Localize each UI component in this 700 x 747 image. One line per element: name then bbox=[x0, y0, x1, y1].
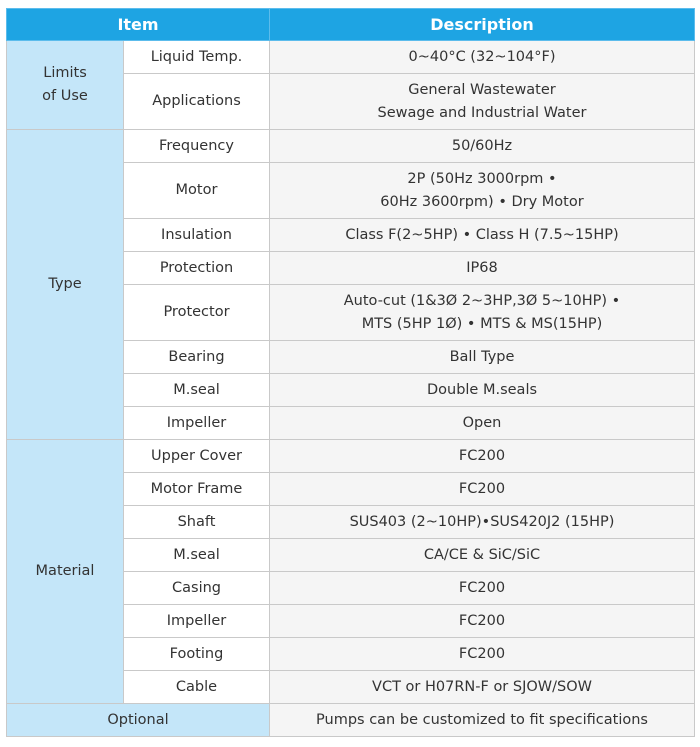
header-row bbox=[7, 9, 695, 41]
row-item: Shaft bbox=[124, 506, 270, 539]
row-desc: Ball Type bbox=[270, 341, 695, 374]
row-item: M.seal bbox=[124, 539, 270, 572]
row-desc bbox=[270, 74, 695, 130]
optional-row bbox=[7, 704, 695, 737]
optional-desc: Pumps can be customized to fit specifications bbox=[270, 704, 695, 737]
desc-line: MTS (5HP 1Ø) • MTS & MS(15HP) bbox=[361, 315, 603, 332]
row-item: Impeller bbox=[124, 605, 270, 638]
row-desc: 0~40°C (32~104°F) bbox=[270, 41, 695, 74]
row-item: Impeller bbox=[124, 407, 270, 440]
row-desc: 50/60Hz bbox=[270, 130, 695, 163]
row-item: Frequency bbox=[124, 130, 270, 163]
spec-body bbox=[7, 41, 695, 737]
table-row bbox=[7, 41, 695, 74]
row-item: Motor Frame bbox=[124, 473, 270, 506]
group-label-line: of Use bbox=[42, 88, 88, 104]
row-item: Applications bbox=[124, 74, 270, 130]
row-item: Bearing bbox=[124, 341, 270, 374]
header-description: Description bbox=[270, 9, 695, 41]
table-row bbox=[7, 440, 695, 473]
row-item: Footing bbox=[124, 638, 270, 671]
table-row bbox=[7, 130, 695, 163]
row-desc: Open bbox=[270, 407, 695, 440]
header-item: Item bbox=[7, 9, 270, 41]
desc-line: 2P (50Hz 3000rpm • bbox=[407, 170, 557, 187]
group-limits-of-use bbox=[7, 41, 124, 130]
desc-line: General Wastewater bbox=[408, 81, 556, 98]
row-item: Protection bbox=[124, 252, 270, 285]
row-desc bbox=[270, 163, 695, 219]
group-label-line: Limits bbox=[43, 65, 87, 81]
row-item: Upper Cover bbox=[124, 440, 270, 473]
row-item: M.seal bbox=[124, 374, 270, 407]
group-label-line: Material bbox=[35, 563, 95, 579]
row-desc: CA/CE & SiC/SiC bbox=[270, 539, 695, 572]
row-desc: VCT or H07RN-F or SJOW/SOW bbox=[270, 671, 695, 704]
group-label-line: Type bbox=[48, 276, 82, 292]
row-item: Protector bbox=[124, 285, 270, 341]
row-desc: Double M.seals bbox=[270, 374, 695, 407]
row-desc: SUS403 (2~10HP)•SUS420J2 (15HP) bbox=[270, 506, 695, 539]
spec-table bbox=[6, 8, 695, 737]
desc-line: 60Hz 3600rpm) • Dry Motor bbox=[380, 193, 584, 210]
optional-label: Optional bbox=[7, 704, 270, 737]
row-desc bbox=[270, 285, 695, 341]
row-desc: FC200 bbox=[270, 572, 695, 605]
row-item: Casing bbox=[124, 572, 270, 605]
row-item: Cable bbox=[124, 671, 270, 704]
desc-line: Auto-cut (1&3Ø 2~3HP,3Ø 5~10HP) • bbox=[343, 292, 621, 309]
group-type bbox=[7, 130, 124, 440]
row-desc: FC200 bbox=[270, 473, 695, 506]
desc-line: Sewage and Industrial Water bbox=[377, 104, 587, 121]
row-desc: IP68 bbox=[270, 252, 695, 285]
row-item: Insulation bbox=[124, 219, 270, 252]
row-desc: FC200 bbox=[270, 638, 695, 671]
row-item: Motor bbox=[124, 163, 270, 219]
row-desc: Class F(2~5HP) • Class H (7.5~15HP) bbox=[270, 219, 695, 252]
group-material bbox=[7, 440, 124, 704]
row-desc: FC200 bbox=[270, 440, 695, 473]
row-item: Liquid Temp. bbox=[124, 41, 270, 74]
row-desc: FC200 bbox=[270, 605, 695, 638]
